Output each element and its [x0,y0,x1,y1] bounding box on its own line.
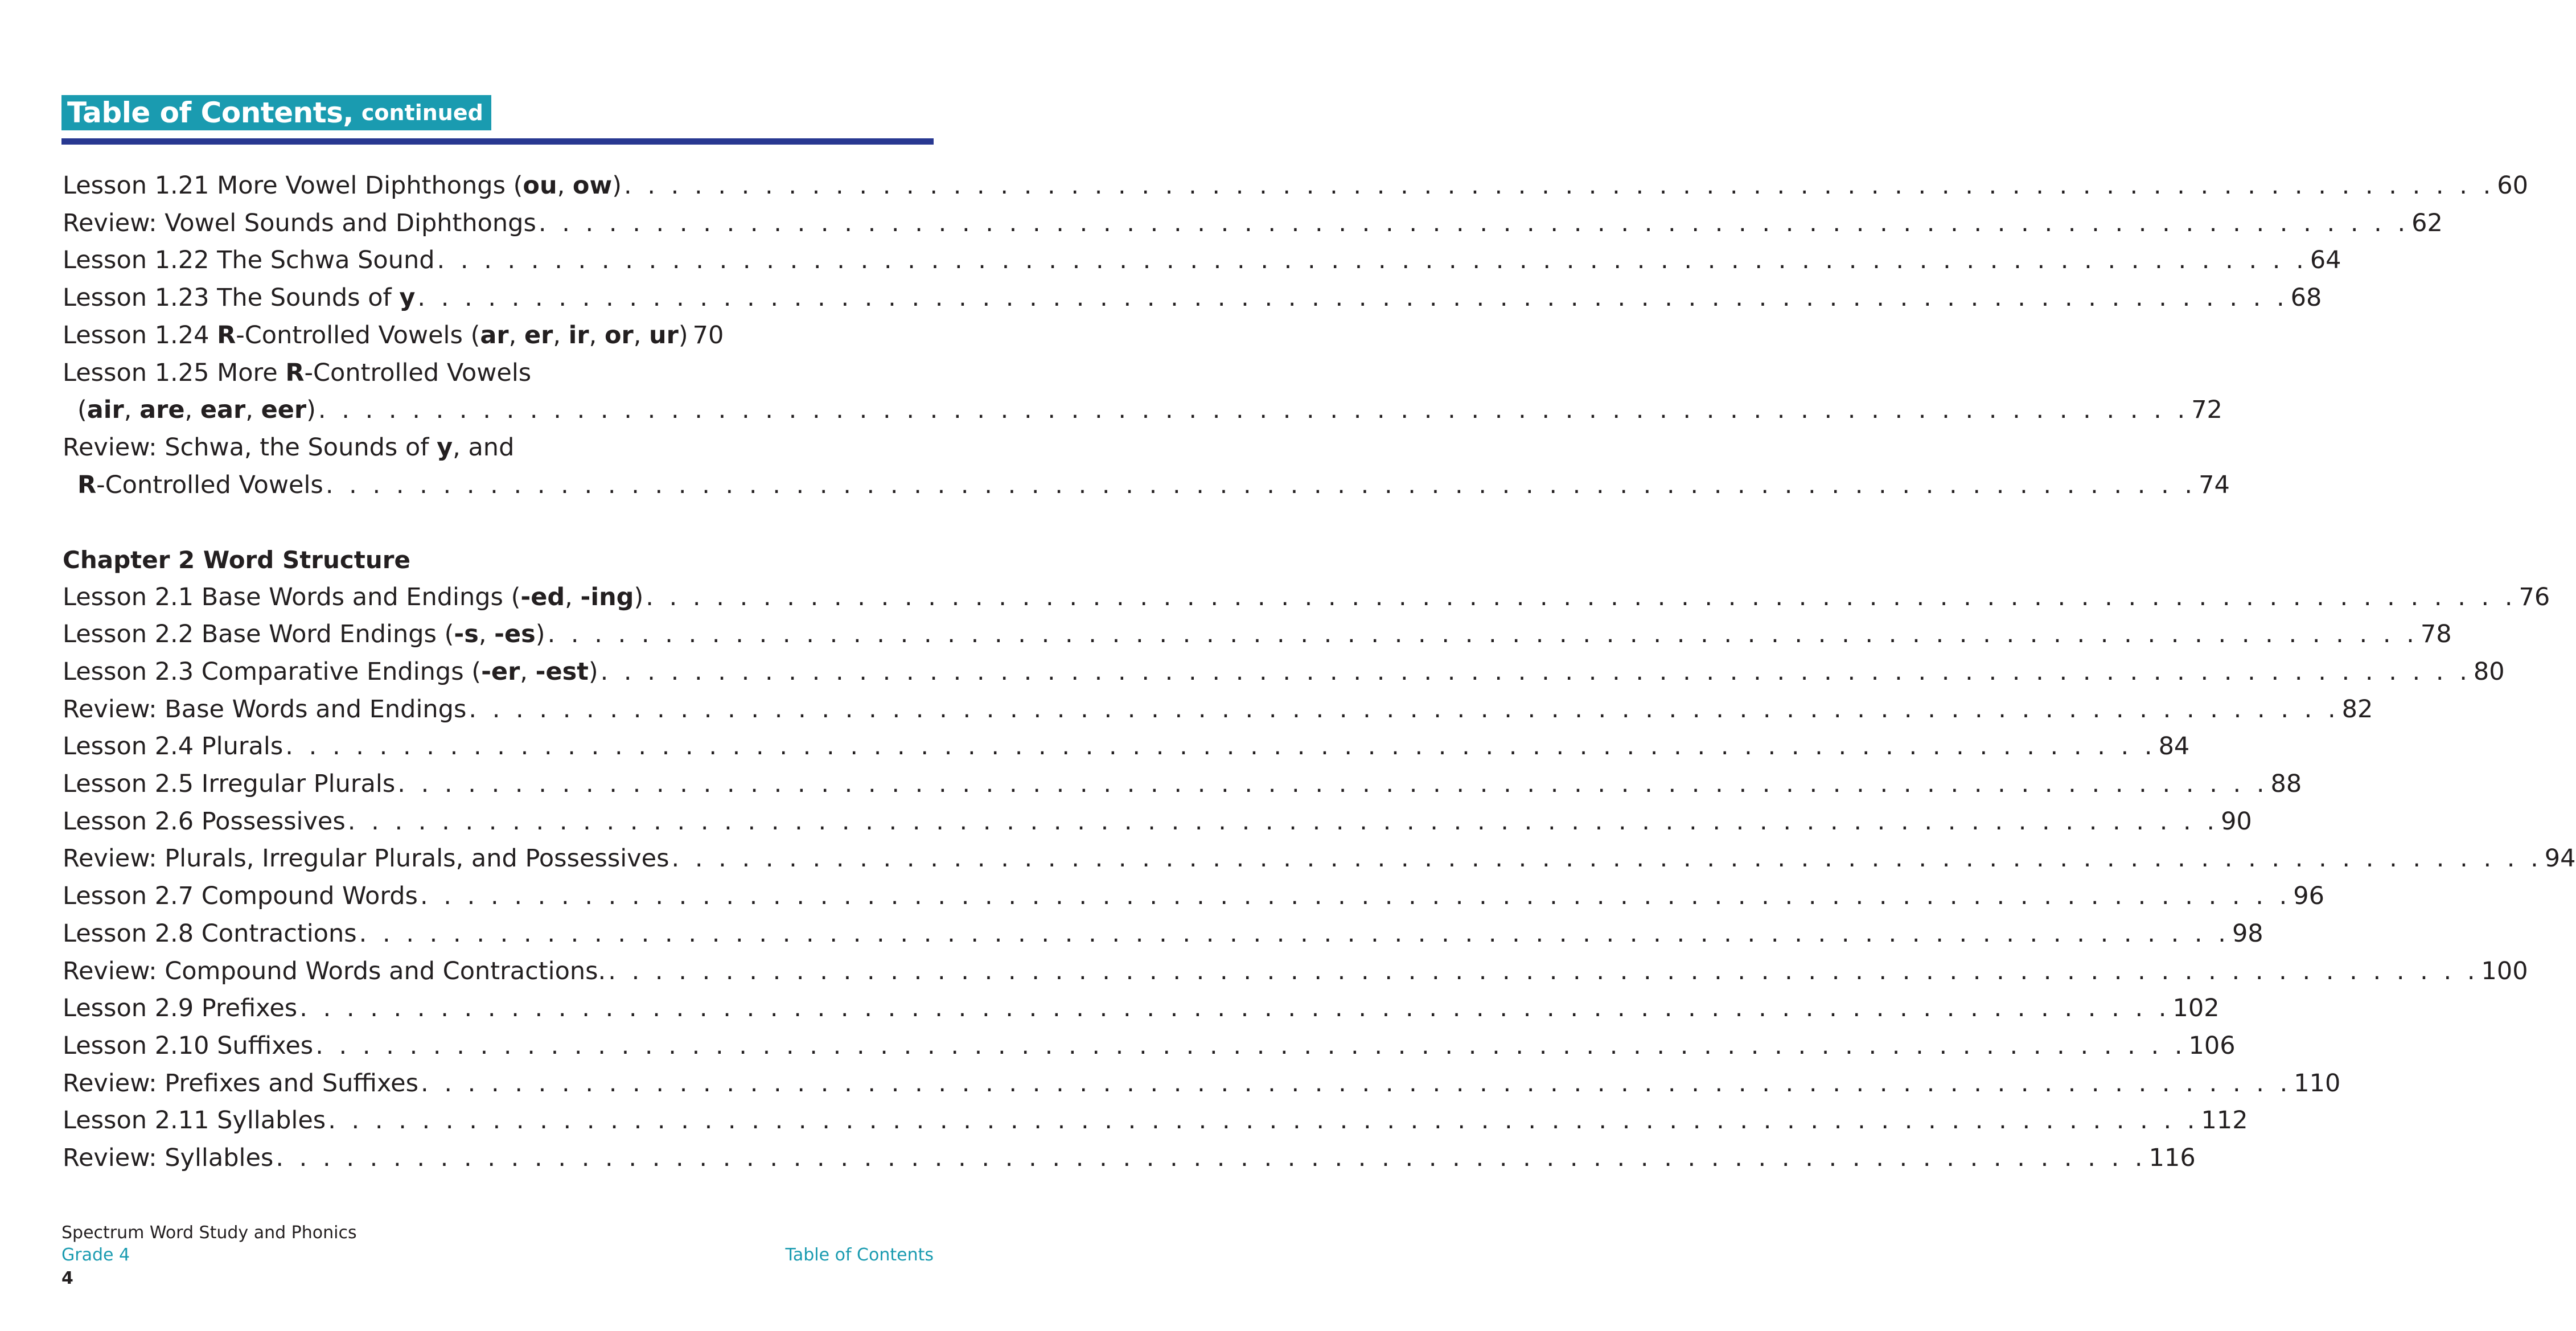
toc-entry [63,463,2230,500]
toc-entry-page: 70 [692,321,724,350]
dot-leader: . . . . . . . . . . . . . . . . . . . . . . . . . . . . . . . . . . . . . . . . . . . . . . . . . . . . . . . . . . . . . . . . . . . . . . . . . . . . . . . . [359,919,2230,948]
dot-leader: . . . . . . . . . . . . . . . . . . . . . . . . . . . . . . . . . . . . . . . . . . . . . . . . . . . . . . . . . . . . . . . . . . . . . . . . . . . . . . . . [347,807,2219,836]
toc-entry-label: R-Controlled Vowels [77,470,323,499]
toc-entry-label: Lesson 1.23 The Sounds of y [63,284,416,313]
toc-entry-label: Lesson 2.2 Base Word Endings (-s, -es) [63,620,545,649]
dot-leader: . . . . . . . . . . . . . . . . . . . . . . . . . . . . . . . . . . . . . . . . . . . . . . . . . . . . . . . . . . . . . . . . . . . . . . . . . . . . . . . . [299,994,2171,1023]
toc-entry-label: Lesson 1.21 More Vowel Diphthongs (ou, ow) [63,171,622,200]
dot-leader: . . . . . . . . . . . . . . . . . . . . . . . . . . . . . . . . . . . . . . . . . . . . . . . . . . . . . . . . . . . . . . . . . . . . . . . . . . . . . . . . [420,882,2291,911]
toc-entry-label: Lesson 2.11 Syllables [63,1106,326,1135]
toc-entry [63,163,2528,201]
toc-entry-label: Lesson 2.1 Base Words and Endings (-ed, -ing) [63,582,644,611]
toc-entry-label: (air, are, ear, eer) [77,396,316,425]
toc-entry-page: 64 [2310,246,2341,275]
section-header [61,95,491,130]
toc-entry-label: Lesson 1.22 The Schwa Sound [63,246,435,275]
toc-entry-page: 106 [2188,1031,2236,1060]
toc-entry-label: Lesson 2.4 Plurals [63,732,284,761]
toc-entry-label: Lesson 2.10 Suffixes [63,1031,314,1060]
dot-leader: . . . . . . . . . . . . . . . . . . . . . . . . . . . . . . . . . . . . . . . . . . . . . . . . . . . . . . . . . . . . . . . . . . . . . . . . . . . . . . . . [315,1031,2187,1060]
dot-leader: . . . . . . . . . . . . . . . . . . . . . . . . . . . . . . . . . . . . . . . . . . . . . . . . . . . . . . . . . . . . . . . . . . . . . . . . . . . . . . . . [276,1143,2147,1172]
dot-leader: . . . . . . . . . . . . . . . . . . . . . . . . . . . . . . . . . . . . . . . . . . . . . . . . . . . . . . . . . . . . . . . . . . . . . . . . . . . . . . . . [421,1069,2292,1098]
toc-entry-page: 84 [2158,732,2190,761]
toc-entry-label: Review: Syllables [63,1143,274,1172]
toc-entry [63,575,2550,613]
toc-entry-page: 90 [2221,807,2252,836]
toc-entry-page: 88 [2270,770,2302,799]
toc-entry [63,388,2222,425]
toc-entry-label: Lesson 2.8 Contractions [63,919,357,948]
toc-entry-page: 62 [2411,208,2443,237]
dot-leader: . . . . . . . . . . . . . . . . . . . . . . . . . . . . . . . . . . . . . . . . . . . . . . . . . . . . . . . . . . . . . . . . . . . . . . . . . . . . . . . . [437,246,2308,275]
toc-entry-label: Lesson 2.6 Possessives [63,807,346,836]
footer-book-title: Spectrum Word Study and Phonics [61,1223,357,1243]
toc-entry-label: Review: Compound Words and Contractions. [63,956,606,985]
toc-entry-label: Lesson 2.9 Prefixes [63,994,298,1023]
dot-leader: . . . . . . . . . . . . . . . . . . . . . . . . . . . . . . . . . . . . . . . . . . . . . . . . . . . . . . . . . . . . . . . . . . . . . . . . . . . . . . . . [328,1106,2199,1135]
dot-leader: . . . . . . . . . . . . . . . . . . . . . . . . . . . . . . . . . . . . . . . . . . . . . . . . . . . . . . . . . . . . . . . . . . . . . . . . . . . . . . . . [671,844,2542,873]
dot-leader: . . . . . . . . . . . . . . . . . . . . . . . . . . . . . . . . . . . . . . . . . . . . . . . . . . . . . . . . . . . . . . . . . . . . . . . . . . . . . . . . [646,582,2517,611]
dot-leader: . . . . . . . . . . . . . . . . . . . . . . . . . . . . . . . . . . . . . . . . . . . . . . . . . . . . . . . . . . . . . . . . . . . . . . . . . . . . . . . . [538,208,2410,237]
toc-entry [63,1061,2341,1099]
toc-entry-label: Lesson 1.25 More R-Controlled Vowels [63,358,532,387]
toc-entry [63,238,2341,276]
toc-entry [63,1098,2248,1136]
toc-entry [63,762,2302,799]
dot-leader: . . . . . . . . . . . . . . . . . . . . . . . . . . . . . . . . . . . . . . . . . . . . . . . . . . . . . . . . . . . . . . . . . . . . . . . . . . . . . . . . [417,284,2289,313]
toc-entry-page: 76 [2519,582,2550,611]
footer-section: Table of Contents [785,1245,934,1265]
toc-entry-label: Review: Vowel Sounds and Diphthongs [63,208,536,237]
toc-entry-page: 100 [2481,956,2528,985]
toc-entry-page: 116 [2148,1143,2196,1172]
dot-leader: . . . . . . . . . . . . . . . . . . . . . . . . . . . . . . . . . . . . . . . . . . . . . . . . . . . . . . . . . . . . . . . . . . . . . . . . . . . . . . . . [608,956,2479,985]
toc-entry-page: 94 [2544,844,2576,873]
header-subtitle: continued [361,100,483,125]
toc-entry [63,650,2505,687]
toc-entry-page: 102 [2172,994,2220,1023]
toc-entry [63,986,2220,1024]
dot-leader: . . . . . . . . . . . . . . . . . . . . . . . . . . . . . . . . . . . . . . . . . . . . . . . . . . . . . . . . . . . . . . . . . . . . . . . . . . . . . . . . [547,620,2418,649]
toc-entry [63,313,724,351]
dot-leader: . . . . . . . . . . . . . . . . . . . . . . . . . . . . . . . . . . . . . . . . . . . . . . . . . . . . . . . . . . . . . . . . . . . . . . . . . . . . . . . . [469,695,2340,724]
footer-grade: Grade 4 [61,1245,130,1265]
toc-entry-label: Review: Base Words and Endings [63,695,467,724]
toc-entry [63,612,2452,650]
toc-entry [63,201,2443,239]
toc-entry-label: Lesson 2.5 Irregular Plurals [63,770,396,799]
dot-leader: . . . . . . . . . . . . . . . . . . . . . . . . . . . . . . . . . . . . . . . . . . . . . . . . . . . . . . . . . . . . . . . . . . . . . . . . . . . . . . . . [397,770,2269,799]
toc-entry-page: 112 [2201,1106,2248,1135]
toc-entry-page: 98 [2232,919,2263,948]
toc-entry-label: Lesson 2.3 Comparative Endings (-er, -est) [63,658,598,687]
chapter-spacer [63,500,718,537]
footer-page-number: 4 [61,1268,73,1288]
toc-entry [63,836,2576,874]
toc-entry [63,799,2252,837]
toc-entry-label: Review: Schwa, the Sounds of y, and [63,433,515,462]
toc-entry-label: Review: Prefixes and Suffixes [63,1069,418,1098]
toc-entry [63,1136,2196,1173]
toc-entry-page: 68 [2290,284,2322,313]
toc-entry-page: 110 [2294,1069,2341,1098]
table-of-contents [63,163,2576,1173]
chapter-2-entries [63,575,2576,1173]
toc-entry-page: 74 [2199,470,2230,499]
header-title: Table of Contents, [67,96,354,129]
chapter-1-entries [63,163,2528,500]
toc-entry-page: 72 [2191,396,2222,425]
toc-entry-page: 60 [2497,171,2528,200]
toc-entry-page: 82 [2341,695,2373,724]
dot-leader: . . . . . . . . . . . . . . . . . . . . . . . . . . . . . . . . . . . . . . . . . . . . . . . . . . . . . . . . . . . . . . . . . . . . . . . . . . . . . . . . [285,732,2156,761]
toc-entry [63,425,718,463]
toc-entry [63,687,2373,725]
toc-entry-page: 96 [2293,882,2324,911]
toc-entry [63,948,2528,986]
chapter-2-heading: Chapter 2 Word Structure [63,546,410,574]
header-rule [61,138,934,145]
dot-leader: . . . . . . . . . . . . . . . . . . . . . . . . . . . . . . . . . . . . . . . . . . . . . . . . . . . . . . . . . . . . . . . . . . . . . . . . . . . . . . . . [623,171,2495,200]
dot-leader: . . . . . . . . . . . . . . . . . . . . . . . . . . . . . . . . . . . . . . . . . . . . . . . . . . . . . . . . . . . . . . . . . . . . . . . . . . . . . . . . [318,396,2189,425]
toc-entry-label: Lesson 2.7 Compound Words [63,882,418,911]
toc-entry [63,1024,2236,1061]
toc-entry [63,276,2322,313]
dot-leader: . . . . . . . . . . . . . . . . . . . . . . . . . . . . . . . . . . . . . . . . . . . . . . . . . . . . . . . . . . . . . . . . . . . . . . . . . . . . . . . . [325,470,2197,499]
toc-entry-page: 78 [2420,620,2452,649]
toc-entry [63,350,718,388]
toc-entry-page: 80 [2473,658,2505,687]
toc-entry [63,911,2263,949]
toc-entry [63,724,2190,762]
toc-entry-label: Review: Plurals, Irregular Plurals, and Possessives [63,844,669,873]
toc-entry-label: Lesson 1.24 R-Controlled Vowels (ar, er, ir, or, ur) [63,321,688,350]
toc-entry [63,874,2324,911]
dot-leader: . . . . . . . . . . . . . . . . . . . . . . . . . . . . . . . . . . . . . . . . . . . . . . . . . . . . . . . . . . . . . . . . . . . . . . . . . . . . . . . . [600,658,2471,687]
